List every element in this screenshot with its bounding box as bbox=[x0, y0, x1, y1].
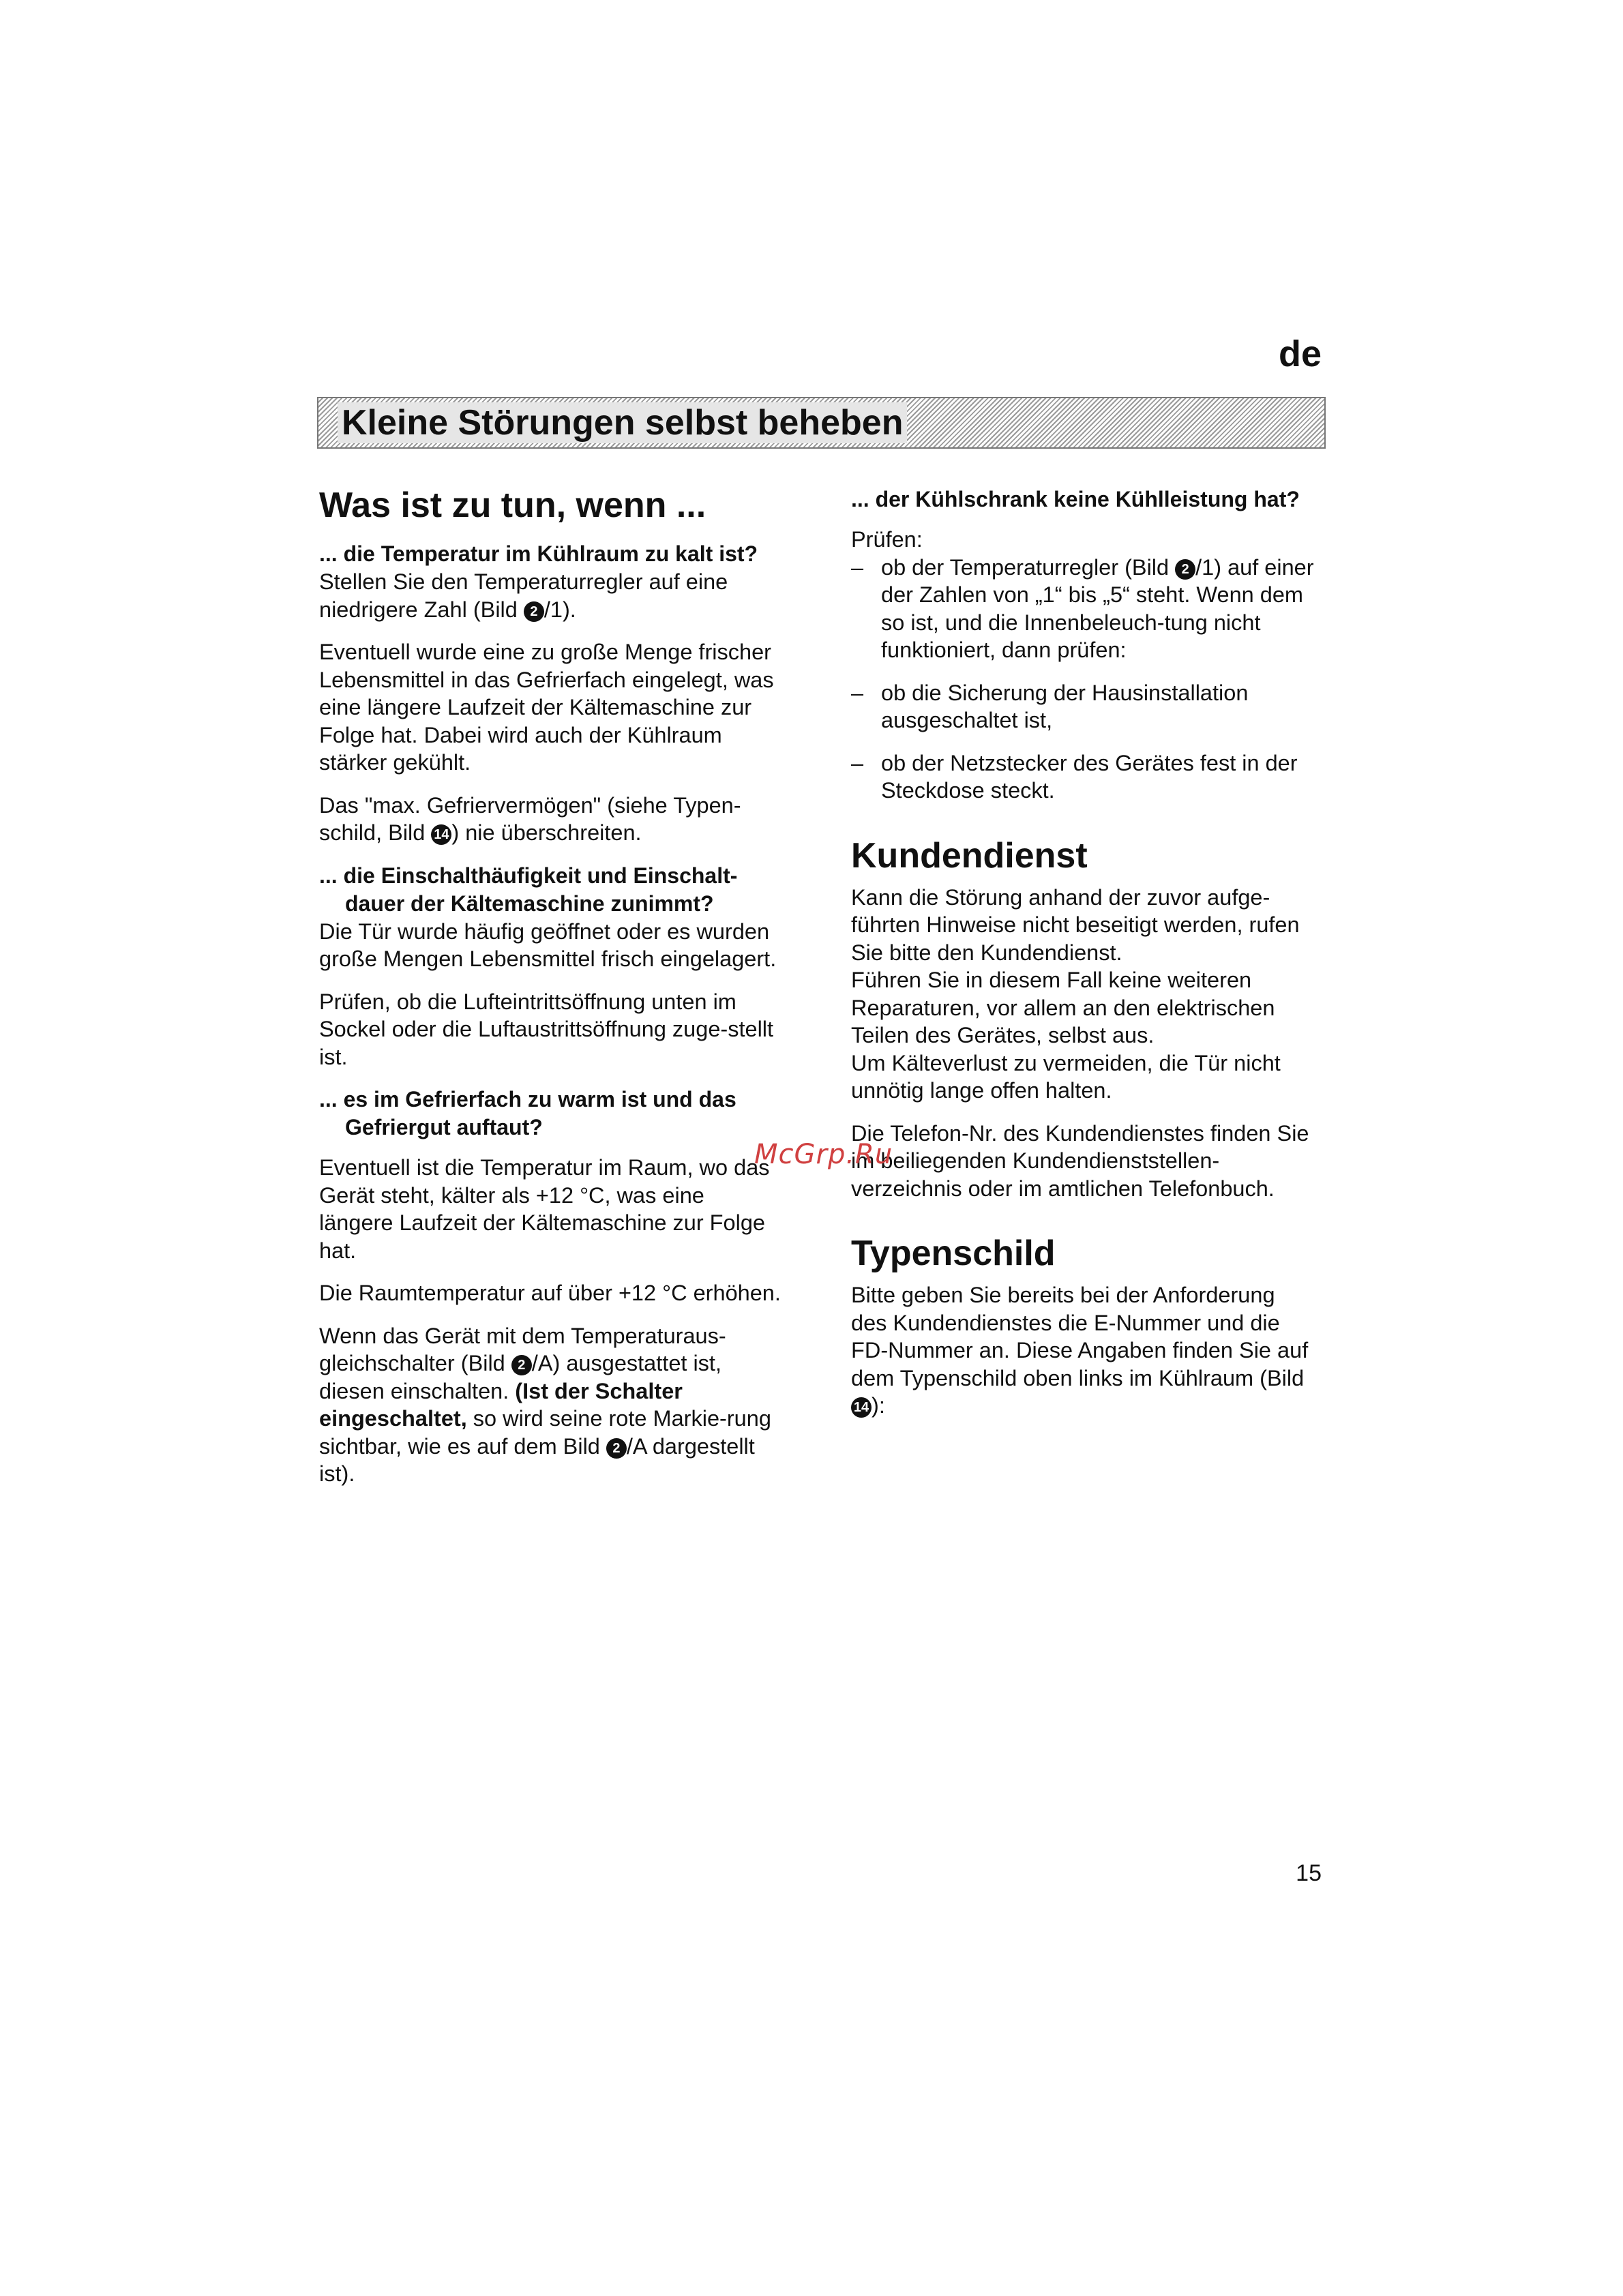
heading-kundendienst: Kundendienst bbox=[851, 835, 1088, 876]
text-span: /1) auf einer der Zahlen von „1“ bis „5“ steht. Wenn dem so ist, und die Innenbeleuch-tung nicht funktioniert, dann prüfen: bbox=[881, 554, 1314, 662]
paragraph: Eventuell ist die Temperatur im Raum, wo das Gerät steht, kälter als +12 °C, was eine längere Laufzeit der Kältemaschine zur Folge hat. bbox=[319, 1155, 770, 1263]
paragraph: Die Raumtemperatur auf über +12 °C erhöhen. bbox=[319, 1281, 781, 1305]
dash-bullet: – bbox=[851, 680, 864, 705]
text-span: /A dargestellt ist). bbox=[319, 1433, 755, 1486]
text-span: /1). bbox=[544, 597, 576, 622]
bold-text: (Ist der Schalter eingeschaltet, bbox=[319, 1378, 683, 1431]
figure-number-badge: 2 bbox=[511, 1355, 532, 1375]
text-span: ) nie überschreiten. bbox=[451, 820, 642, 845]
figure-number-badge: 2 bbox=[1175, 559, 1195, 580]
paragraph: Um Kälteverlust zu vermeiden, die Tür nicht unnötig lange offen halten. bbox=[851, 1050, 1281, 1103]
check-list bbox=[851, 554, 1315, 805]
check-label: Prüfen: bbox=[851, 527, 923, 552]
paragraph: Kann die Störung anhand der zuvor aufge-führten Hinweise nicht beseitigt werden, rufen Sie bitte den Kundendienst. bbox=[851, 884, 1300, 965]
question-freezer-warm: ... es im Gefrierfach zu warm ist und das Gefriergut auftaut? bbox=[319, 1087, 736, 1139]
watermark: McGrp.Ru bbox=[754, 1139, 893, 1170]
text-span: so wird seine rote Markie-rung sichtbar, wie es auf dem Bild bbox=[319, 1406, 771, 1459]
left-column bbox=[319, 486, 783, 1488]
text-span: /A) ausgestattet ist, diesen einschalten. bbox=[319, 1351, 721, 1403]
figure-number-badge: 2 bbox=[606, 1438, 627, 1459]
text-span: ob die Sicherung der Hausinstallation ausgeschaltet ist, bbox=[881, 680, 1249, 732]
paragraph bbox=[319, 568, 783, 623]
paragraph: Führen Sie in diesem Fall keine weiteren Reparaturen, vor allem an den elektrischen Teilen des Gerätes, selbst aus. bbox=[851, 968, 1275, 1047]
text-span: Stellen Sie den Temperaturregler auf eine niedrigere Zahl (Bild bbox=[319, 569, 728, 622]
paragraph bbox=[319, 792, 783, 847]
text-span: ): bbox=[872, 1393, 885, 1418]
text-span: Wenn das Gerät mit dem Temperaturaus-gleichschalter (Bild bbox=[319, 1323, 726, 1375]
list-item bbox=[851, 749, 1315, 805]
list-item bbox=[851, 679, 1315, 734]
text-span: Bitte geben Sie bereits bei der Anforderung des Kundendienstes die E-Nummer und die FD-Nummer an. Diese Angaben finden Sie auf dem Typenschild oben links im Kühlraum (Bild bbox=[851, 1283, 1309, 1390]
question-no-cooling: ... der Kühlschrank keine Kühlleistung hat? bbox=[851, 487, 1300, 511]
figure-number-badge: 14 bbox=[851, 1397, 872, 1418]
heading-typenschild: Typenschild bbox=[851, 1234, 1056, 1273]
paragraph: Prüfen, ob die Lufteintrittsöffnung unten im Sockel oder die Luftaustrittsöffnung zuge-stellt ist. bbox=[319, 989, 774, 1069]
section-banner bbox=[317, 397, 1326, 449]
right-column bbox=[851, 486, 1315, 1420]
paragraph: Die Telefon-Nr. des Kundendienstes finden Sie im beiliegenden Kundendienststellen-verzeichnis oder im amtlichen Telefonbuch. bbox=[851, 1120, 1309, 1201]
dash-bullet: – bbox=[851, 554, 864, 580]
paragraph: Die Tür wurde häufig geöffnet oder es wurden große Mengen Lebensmittel frisch eingelagert. bbox=[319, 919, 777, 971]
list-item bbox=[851, 554, 1315, 664]
page-number: 15 bbox=[1296, 1860, 1322, 1886]
question-too-cold: ... die Temperatur im Kühlraum zu kalt ist? bbox=[319, 541, 758, 566]
text-span: ob der Temperaturregler (Bild bbox=[881, 554, 1176, 580]
text-span: ob der Netzstecker des Gerätes fest in der Steckdose steckt. bbox=[881, 750, 1298, 803]
paragraph bbox=[319, 1322, 783, 1488]
heading-was-ist-zu-tun: Was ist zu tun, wenn ... bbox=[319, 486, 706, 525]
question-frequency: ... die Einschalthäufigkeit und Einschalt-dauer der Kältemaschine zunimmt? bbox=[319, 863, 738, 916]
text-span: Das "max. Gefriervermögen" (siehe Typen-schild, Bild bbox=[319, 792, 741, 845]
dash-bullet: – bbox=[851, 750, 864, 775]
paragraph bbox=[851, 1281, 1315, 1420]
section-title: Kleine Störungen selbst beheben bbox=[338, 402, 907, 443]
figure-number-badge: 14 bbox=[431, 824, 451, 845]
figure-number-badge: 2 bbox=[524, 601, 544, 622]
language-code: de bbox=[1278, 333, 1322, 374]
paragraph: Eventuell wurde eine zu große Menge frischer Lebensmittel in das Gefrierfach eingelegt, was eine längere Laufzeit der Kältemaschine zur Folge hat. Dabei wird auch der Kühlraum stärker gekühlt. bbox=[319, 640, 774, 775]
